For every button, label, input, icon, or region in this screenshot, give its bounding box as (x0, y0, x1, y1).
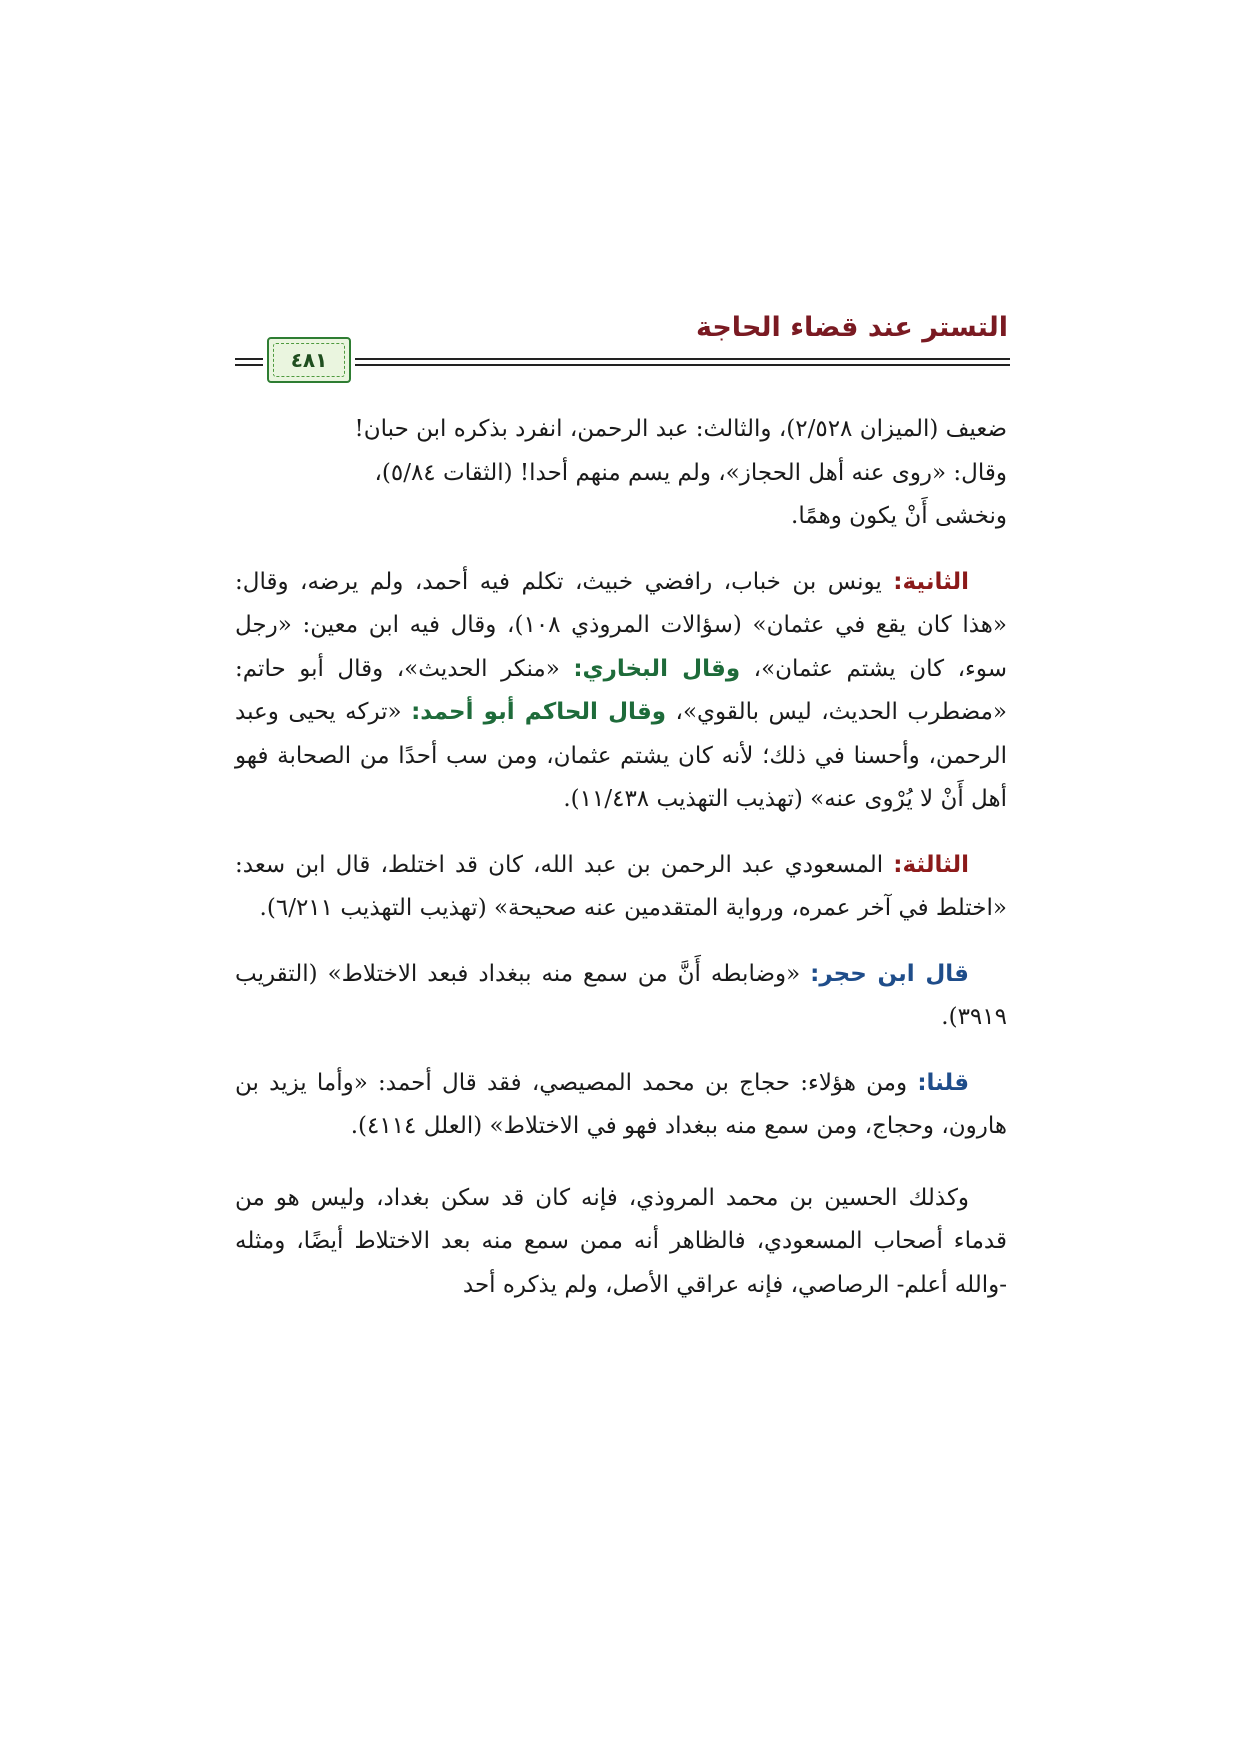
text-line: ضعيف (الميزان ٢/٥٢٨)، والثالث: عبد الرحمن، انفرد بذكره ابن حبان! (354, 416, 1007, 442)
paragraph-text: وكذلك الحسين بن محمد المروذي، فإنه كان قد سكن بغداد، وليس هو من قدماء أصحاب المسعودي، فالظاهر أنه ممن سمع منه بعد الاختلاط أيضًا، ومثله -والله أعلم- الرصاصي، فإنه عراقي الأصل، ولم يذكره أحد (235, 1184, 1007, 1298)
text-line: ونخشى أَنْ يكون وهمًا. (791, 503, 1007, 529)
paragraph-text: «وضابطه أَنَّ من سمع منه ببغداد فبعد الاختلاط» (التقريب ٣٩١٩). (235, 960, 1007, 1030)
page-body (235, 408, 1007, 1329)
paragraph-continuation (235, 408, 1007, 539)
text-line: وقال: «روى عنه أهل الحجاز»، ولم يسم منهم أحدا! (الثقات ٥/٨٤)، (374, 459, 1007, 486)
quote-attribution: قال ابن حجر: (810, 960, 969, 987)
running-title: التستر عند قضاء الحاجة (695, 312, 1008, 343)
paragraph-ibn-hajar (235, 953, 1007, 1040)
paragraph-text: المسعودي عبد الرحمن بن عبد الله، كان قد اختلط، قال ابن سعد: «اختلط في آخر عمره، ورواية المتقدمين عنه صحيحة» (تهذيب التهذيب ٦/٢١١). (235, 851, 1007, 921)
quote-attribution: وقال البخاري: (573, 655, 741, 682)
paragraph-text: يونس بن خباب، رافضي خبيث، تكلم فيه أحمد، ولم يرضه، وقال: «هذا كان يقع في عثمان» (سؤالات المروذي ١٠٨)، وقال فيه ابن معين: «رجل سوء، كان يشتم عثمان»، (235, 568, 1007, 682)
paragraph-text: «منكر الحديث»، وقال أبو حاتم: «مضطرب الحديث، ليس بالقوي»، (235, 655, 1007, 725)
paragraph-third (235, 844, 1007, 931)
paragraph-final (235, 1177, 1007, 1308)
page-header (235, 312, 1010, 382)
section-label: الثانية: (893, 568, 969, 595)
quote-attribution: وقال الحاكم أبو أحمد: (411, 699, 667, 725)
header-rule (355, 358, 1010, 360)
page-number-badge (267, 337, 351, 383)
paragraph-second (235, 561, 1007, 822)
header-rule (355, 364, 1010, 366)
paragraph-qulna (235, 1062, 1007, 1149)
page-number: ٤٨١ (290, 348, 328, 372)
header-rule (235, 358, 263, 360)
header-rule (235, 364, 263, 366)
paragraph-text: ومن هؤلاء: حجاج بن محمد المصيصي، فقد قال أحمد: «وأما يزيد بن هارون، وحجاج، ومن سمع منه ببغداد فهو في الاختلاط» (العلل ٤١١٤). (235, 1069, 1007, 1139)
section-label: قلنا: (917, 1069, 969, 1096)
section-label: الثالثة: (893, 851, 969, 878)
paragraph-text: «تركه يحيى وعبد الرحمن، وأحسنا في ذلك؛ لأنه كان يشتم عثمان، ومن سب أحدًا من الصحابة فهو أهل أَنْ لا يُرْوى عنه» (تهذيب التهذيب ١١/٤٣٨). (235, 699, 1007, 812)
